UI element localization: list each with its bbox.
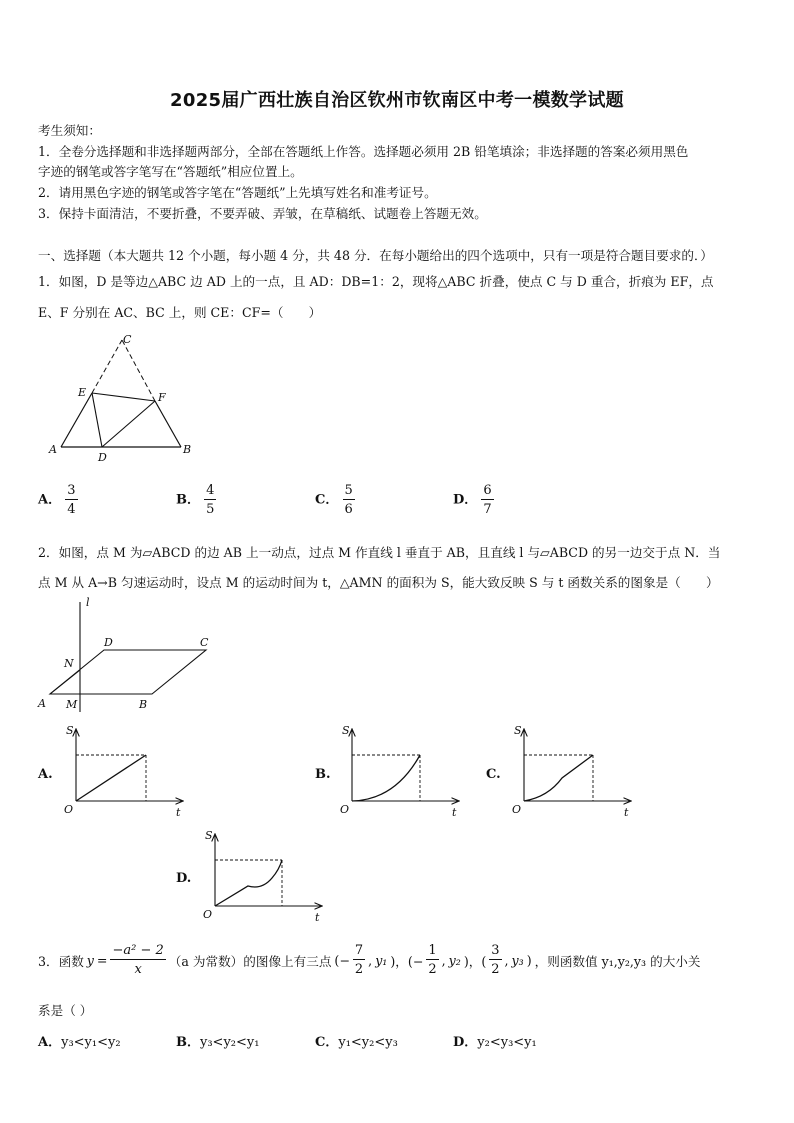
notice-item-1a: 1．全卷分选择题和非选择题两部分，全部在答题纸上作答。选择题必须用 2B 铅笔填涂；非选择题的答案必须用黑色 [38,144,689,159]
q3-p1-y: y₁ [375,952,388,968]
q2-label-N: N [64,657,74,670]
q3-func-fraction: $\frac{\text{−a² − 2}}{x}$ [112,943,164,977]
q3-option-b[interactable] [176,1031,259,1050]
q3-suffix: ，则函数值 y₁,y₂,y₃ 的大小关 [534,953,701,969]
q2-graph-d-t: t [315,911,320,924]
q1-option-b-fraction: $\frac{4}{5}$ [206,483,215,517]
notice-item-3: 3．保持卡面清洁，不要折叠，不要弄破、弄皱，在草稿纸、试题卷上答题无效。 [38,206,487,221]
q2-line-2: 点 M 从 A→B 匀速运动时，设点 M 的运动时间为 t，△AMN 的面积为 S，能大致反映 S 与 t 函数关系的图象是（ ） [38,575,719,590]
q3-option-c-text: y₁<y₂<y₃ [338,1035,398,1050]
q2-graph-d-O: O [203,908,213,921]
q3-option-d[interactable] [453,1031,537,1050]
q3-option-a-text: y₃<y₁<y₂ [61,1035,121,1050]
q1-option-a-fraction: $\frac{3}{4}$ [67,483,76,517]
q2-graph-c [524,730,630,801]
q3-line-2: 系是（ ） [38,1003,93,1018]
q3-option-b-label: B． [176,1035,200,1050]
q2-label-B: B [139,698,148,711]
q1-option-d-fraction: $\frac{6}{7}$ [483,483,492,517]
q3-option-a-label: A． [38,1035,62,1050]
q3-p1-fraction: $\frac{7}{2}$ [354,943,364,977]
q2-graph-c-O: O [512,803,522,816]
q3-option-c-label: C． [315,1035,339,1050]
q2-graph-a-O: O [64,803,74,816]
q3-option-a[interactable] [38,1031,121,1050]
q1-option-b-label: B． [176,492,200,508]
q2-label-A: A [38,697,46,710]
notice-item-1b: 字迹的钢笔或答字笔写在“答题纸”相应位置上。 [38,164,303,179]
q2-option-a[interactable]: A. [38,767,53,782]
q1-option-c-fraction: $\frac{5}{6}$ [344,483,353,517]
q1-option-c-label: C． [315,492,339,508]
q3-option-c[interactable] [315,1031,398,1050]
q2-label-l: l [86,596,90,609]
q3-p2-y: y₂ [448,952,461,968]
q3-option-d-text: y₂<y₃<y₁ [477,1035,537,1050]
q3-p2-fraction: $\frac{1}{2}$ [428,943,437,977]
q1-label-F: F [158,391,166,404]
notice-item-2: 2．请用黑色字迹的钢笔或答字笔在“答题纸”上先填写姓名和准考证号。 [38,185,437,200]
q2-option-b[interactable]: B. [315,767,331,782]
q2-graph-a-t: t [176,806,181,819]
q2-graph-c-t: t [624,806,629,819]
q3-line-1: 3．函数 y = $\frac{\text{−a² − 2}}{x}$ （a 为常数）的图像上有三点 (− $\frac{7}{2}$ , y₁ )，(− $\frac{1}{2}$ , y₂ )，( $\frac{3}{2}$ , y₃ ) ，则函数值 y₁,y₂,y₃ 的大小关 [38,943,701,977]
q1-label-E: E [78,386,87,399]
q3-mid: （a 为常数）的图像上有三点 [168,953,332,969]
q2-graph-a-S: S [66,724,74,737]
q2-graph-d-S: S [205,829,213,842]
q2-label-M: M [66,698,78,711]
q1-label-A: A [49,443,57,456]
q1-label-B: B [183,443,192,456]
q3-p3-y: y₃ [511,952,524,968]
q1-label-D: D [98,451,107,464]
q2-graph-b [352,730,458,801]
q2-graph-d [215,835,321,906]
q1-option-a-label: A． [38,492,62,508]
q2-label-C: C [200,636,209,649]
q2-graph-b-O: O [340,803,350,816]
q2-option-c[interactable]: C. [486,767,501,782]
q2-label-D: D [104,636,113,649]
q2-graph-b-S: S [342,724,350,737]
q1-line-2: E、F 分别在 AC、BC 上，则 CE：CF=（ ） [38,305,322,320]
q3-option-d-label: D． [453,1035,478,1050]
q3-func-y: y [86,952,94,968]
q1-option-d-label: D． [453,492,478,508]
q3-option-b-text: y₃<y₂<y₁ [200,1035,260,1050]
q3-p3-fraction: $\frac{3}{2}$ [491,943,500,977]
q2-graph-b-t: t [452,806,457,819]
q2-graph-a [76,730,182,801]
q1-label-C: C [123,333,132,346]
q2-line-1: 2．如图，点 M 为▱ABCD 的边 AB 上一动点，过点 M 作直线 l 垂直于 AB，且直线 l 与▱ABCD 的另一边交于点 N．当 [38,545,721,560]
notice-heading: 考生须知： [38,123,101,138]
section-heading: 一、选择题（本大题共 12 个小题，每小题 4 分，共 48 分．在每小题给出的四个选项中，只有一项是符合题目要求的．） [38,248,713,263]
q2-graph-c-S: S [514,724,522,737]
q1-line-1: 1．如图，D 是等边△ABC 边 AD 上的一点，且 AD：DB=1：2，现将△ABC 折叠，使点 C 与 D 重合，折痕为 EF，点 [38,274,714,289]
q3-prefix: 3．函数 [38,953,84,969]
page-title: 2025届广西壮族自治区钦州市钦南区中考一模数学试题 [170,90,624,111]
q2-option-d[interactable]: D. [176,871,192,886]
